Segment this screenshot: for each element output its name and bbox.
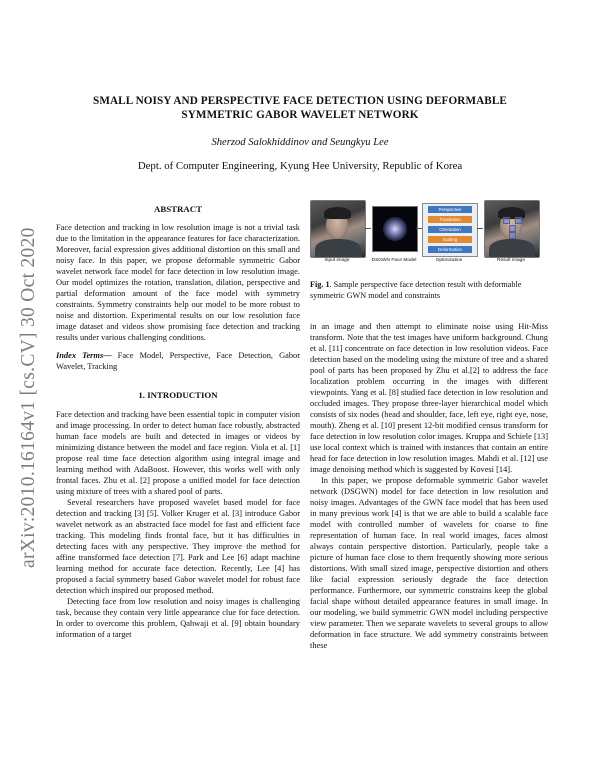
input-image-label: Input image — [324, 258, 350, 263]
opt-deformation: Deformation — [428, 246, 472, 253]
input-image — [310, 200, 366, 258]
title-line-2: SYMMETRIC GABOR WAVELET NETWORK — [181, 109, 419, 121]
opt-perspective: Perspective — [428, 206, 472, 213]
intro-paragraph-2: Several researchers have proposed wavelet based model for face detection and tracking [3] [5]. Volker Kruger et al. [3] introduce Gabor wavelet network as an abstracted face model for fast and efficient face tracking. This modeling finds frontal face, but it has difficulties in detecting faces with any perspective. They improve the method for affine transformed face detection [7]. Park and Lee [6] adapt machine learning method for accurate face detection. Recently, Lee [4] has proposed a facial symmetry based Gabor wavelet model for robust face detection which inspired our proposed method. — [56, 498, 300, 595]
detection-marker — [509, 225, 516, 232]
opt-orientation: Orientation — [428, 226, 472, 233]
introduction-body — [56, 409, 300, 640]
arxiv-identifier: arXiv:2010.16164v1 [cs.CV] 30 Oct 2020 — [18, 227, 39, 568]
figure-caption-text: . Sample perspective face detection result with deformable symmetric GWN model and constraints — [310, 280, 522, 300]
index-terms — [56, 350, 300, 372]
dsgwn-label: DSGWN Face Model — [371, 258, 417, 263]
arrow-3 — [477, 228, 483, 229]
opt-translation: Translation — [428, 216, 472, 223]
detection-marker — [509, 232, 516, 239]
title-line-1: SMALL NOISY AND PERSPECTIVE FACE DETECTION USING DEFORMABLE — [93, 95, 507, 107]
right-paragraph-2: In this paper, we propose deformable symmetric Gabor wavelet network (DSGWN) model for face detection in low resolution and noisy images. Advantages of the GWN face model that has been used in many previous work [4] is that we are able to build a scalable face model with controlled number of wavelets for coarse to fine representation of human face. In real world images, faces almost always contain perspective distortion. Particularly, people take a picture of human face close to them frequently showing more serious distortions. With small sized image, perspective distortion and others like facial expression seriously degrade the face detection performance. Furthermore, our symmetric constrains keep the global facial shape without detailed appearance features in small image. In our modeling, we build symmetric GWN model including perspective view parameter. Then we separate wavelets to several groups to allow deformation in face structure. We add symmetry constraints between these — [310, 476, 548, 650]
opt-scaling: Scaling — [428, 236, 472, 243]
authors: Sherzod Salokhiddinov and Seungkyu Lee — [211, 137, 389, 148]
figure-caption-label: Fig. 1 — [310, 280, 330, 289]
right-paragraph-1: in an image and then attempt to eliminate noise using Hit-Miss transform. Note that the test images have uniform background. Chung et al. [11] concentrate on face detection in low resolution videos. Face detection based on the modeling using the mixture of tree and a shared pool of parts has been proposed by Zhu et al.[2] to address the face localization problem occurring in the images with different viewpoints. Yang et al. [8] studied face detection in low resolution and occluded images. They propose three-layer hierarchical model which consists of six nodes (head and shoulder, face, left eye, right eye, nose, mouth). Zheng et al. [10] present 12-bit modified census transform for face detection in low resolution color images. Kruppa and Schiele [13] use local context which is trained with instances that contain an entire head for face detection in low resolution images. Mahdi et al. [12] use image denoising method which is suggested by Kovesi [14]. — [310, 322, 548, 474]
affiliation: Dept. of Computer Engineering, Kyung Hee University, Republic of Korea — [137, 160, 463, 172]
abstract-body — [56, 222, 300, 343]
right-column-body — [310, 321, 548, 651]
optimization-box — [422, 203, 478, 257]
intro-paragraph-1: Face detection and tracking have been essential topic in computer vision and image processing. In order to detect human face robustly, abstracted human face models are built and detected in images or videos by minimizing distance between the model and face region. Viola et al. [1] propose real time face detection algorithm using integral image and learning method with AdaBoost. However, this works well with only frontal faces. Zhu et al. [2] propose a unified model for face detection using mixture of trees with a shared pool of parts. — [56, 410, 300, 496]
result-image — [484, 200, 540, 258]
index-terms-label: Index Terms— — [56, 351, 112, 360]
figure-caption — [310, 280, 548, 301]
dsgwn-face-model — [372, 206, 418, 252]
paper-title — [70, 94, 530, 122]
index-terms-text: Face Model, Perspective, Face Detection, Gabor Wavelet, Tracking — [56, 351, 300, 371]
abstract-text: Face detection and tracking in low resolution image is not a trivial task due to the limitation in the appearance features for face characterization. Moreover, facial expression gives additional distortion on this small and noisy face. In this paper, we propose deformable symmetric Gabor wavelet network face model for face detection in low resolution image. Our model optimizes the rotation, translation, dilation, perspective and partial deformation amount of the face model with symmetry constraints. Symmetry constraints help our model to be more robust to noise and distortion. Experimental results on our low resolution face image dataset and videos show promising face detection and tracking results under various challenging conditions. — [56, 223, 300, 342]
optimization-label: Optimization — [435, 258, 463, 263]
result-image-label: Result image — [497, 258, 525, 263]
detection-marker — [503, 217, 510, 224]
intro-paragraph-3: Detecting face from low resolution and noisy images is challenging task, because they contain very little appearance clue for face detection. In order to overcome this problem, Qahwaji et al. [9] obtain boundary information of a target — [56, 597, 300, 639]
figure-1 — [310, 200, 548, 268]
arrow-1 — [365, 228, 371, 229]
abstract-heading: ABSTRACT — [154, 204, 202, 214]
detection-marker — [515, 217, 522, 224]
introduction-heading: 1. INTRODUCTION — [138, 390, 218, 400]
